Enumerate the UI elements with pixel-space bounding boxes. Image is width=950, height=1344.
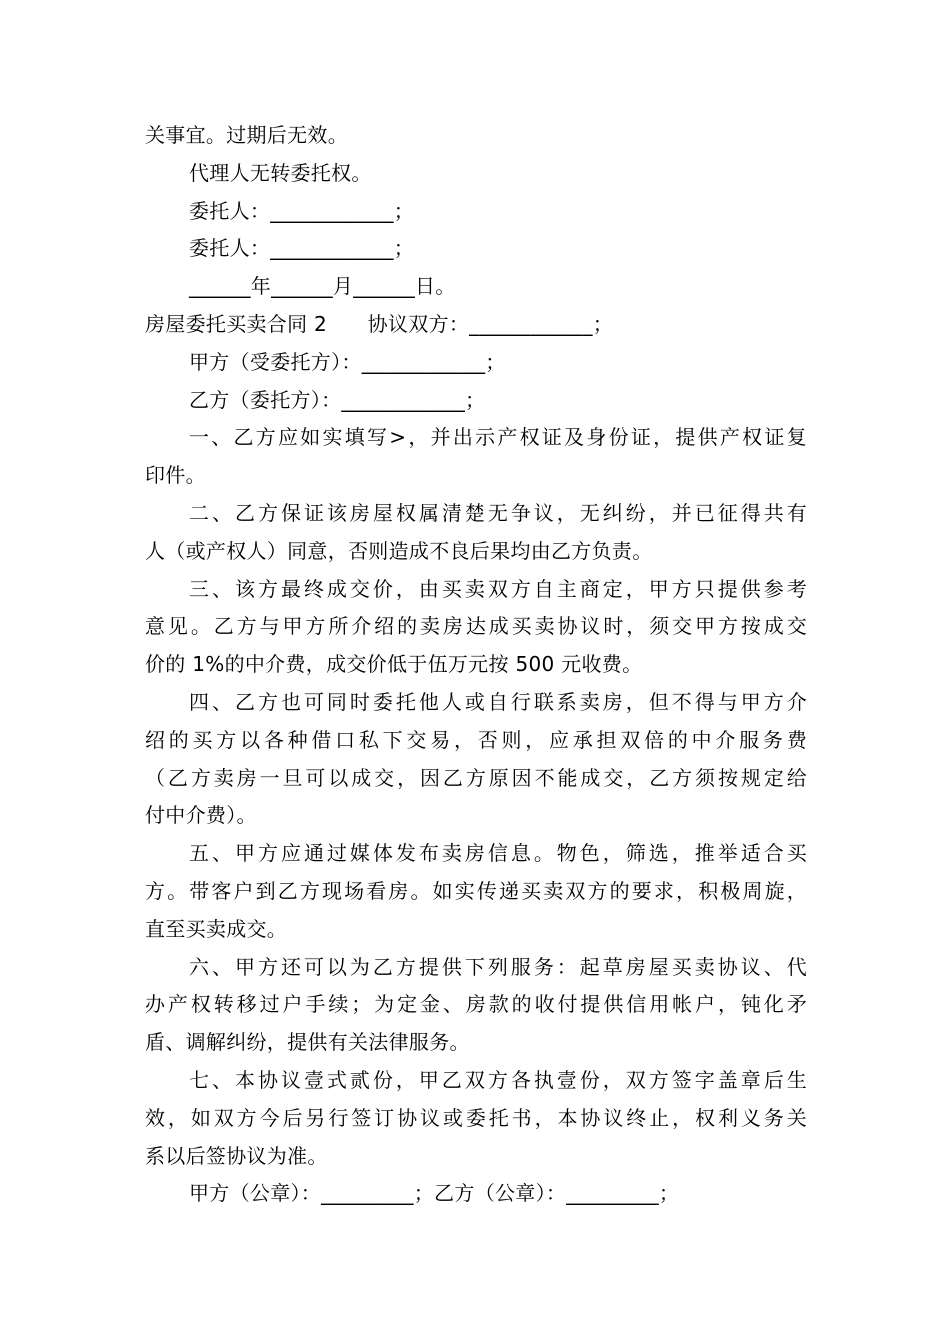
- document-line: 甲方（受委托方）：____________；: [189, 349, 506, 374]
- document-line: 盾、调解纠纷，提供有关法律服务。: [145, 1030, 470, 1055]
- document-line: 绍的买方以各种借口私下交易，否则，应承担双倍的中介服务费: [145, 727, 807, 752]
- document-line: 意见。乙方与甲方所介绍的卖房达成买卖协议时，须交甲方按成交: [145, 614, 807, 639]
- document-line: 二、乙方保证该房屋权属清楚无争议，无纠纷，并已征得共有: [189, 500, 807, 525]
- document-line: 甲方（公章）：_________；乙方（公章）：_________；: [189, 1181, 680, 1206]
- document-line: （乙方卖房一旦可以成交，因乙方原因不能成交，乙方须按规定给: [145, 765, 807, 790]
- document-line: 六、甲方还可以为乙方提供下列服务：起草房屋买卖协议、代: [189, 954, 807, 979]
- document-line: 效，如双方今后另行签订协议或委托书，本协议终止，权利义务关: [145, 1105, 807, 1130]
- document-line: 印件。: [145, 463, 206, 488]
- document-line: 三、该方最终成交价，由买卖双方自主商定，甲方只提供参考: [189, 576, 807, 601]
- document-page: [145, 117, 807, 1213]
- document-line: 委托人：____________；: [189, 198, 415, 223]
- document-line: 七、本协议壹式贰份，甲乙双方各执壹份，双方签字盖章后生: [189, 1067, 807, 1092]
- document-line: 房屋委托买卖合同 2 协议双方：____________；: [145, 311, 614, 336]
- document-line: 代理人无转委托权。: [189, 160, 372, 185]
- document-line: 方。带客户到乙方现场看房。如实传递买卖双方的要求，积极周旋，: [145, 878, 807, 903]
- document-line: 人（或产权人）同意，否则造成不良后果均由乙方负责。: [145, 538, 653, 563]
- document-line: 付中介费）。: [145, 803, 257, 828]
- document-line: ______年______月______日。: [189, 274, 456, 299]
- document-line: 关事宜。过期后无效。: [145, 123, 348, 147]
- document-line: 乙方（委托方）：____________；: [189, 387, 486, 412]
- document-line: 委托人：____________；: [189, 236, 415, 261]
- document-line: 系以后签协议为准。: [145, 1143, 328, 1168]
- document-line: 办产权转移过户手续；为定金、房款的收付提供信用帐户，钝化矛: [145, 992, 807, 1017]
- document-line: 四、乙方也可同时委托他人或自行联系卖房，但不得与甲方介: [189, 689, 807, 714]
- document-line: 五、甲方应通过媒体发布卖房信息。物色，筛选，推举适合买: [189, 841, 807, 866]
- document-line: 一、乙方应如实填写>，并出示产权证及身份证，提供产权证复: [189, 425, 807, 450]
- document-line: 价的 1%的中介费，成交价低于伍万元按 500 元收费。: [145, 652, 643, 677]
- document-line: 直至买卖成交。: [145, 916, 288, 941]
